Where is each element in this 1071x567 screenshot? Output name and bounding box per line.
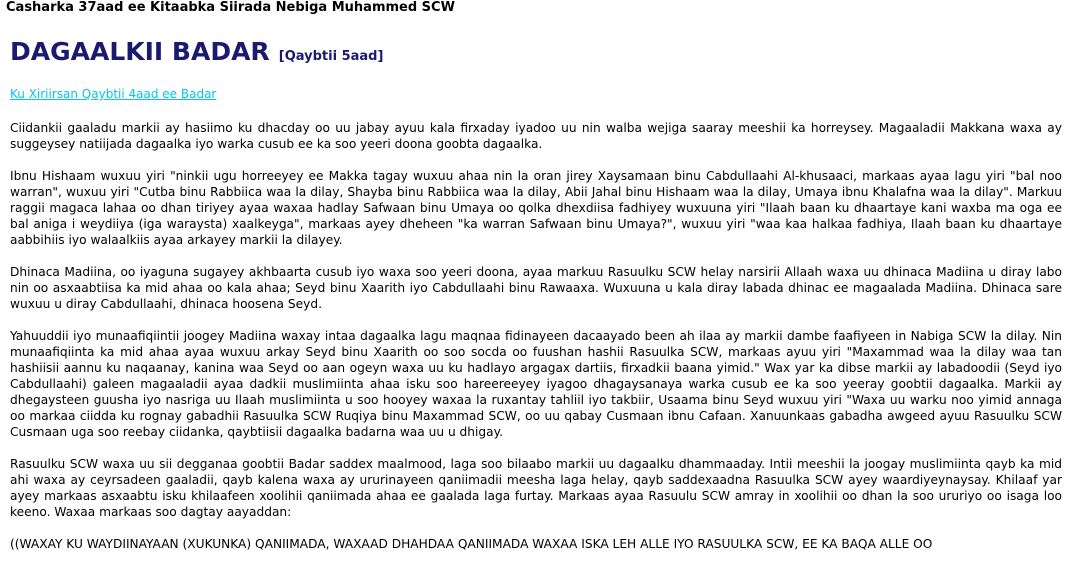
paragraph-5: Rasuulku SCW waxa uu sii degganaa goobtii Badar saddex maalmood, laga soo bilaabo markii uu dagaalku dhammaaday. Intii meeshii la joogay muslimiinta qayb ka mid ahi waxa ay ceyrsadeen gaaladii, qayb kalena waxa ay ururinayeen qaniimadii meesha laga helay, qayb saddexaadna Rasuulka SCW ayey waardiyeynaysay. Khilaaf yar ayey markaas asxaabtu isku khilaafeen xoolihii qaniimada ahaa ee gaalada laga furtay. Markaas ayaa Rasuulu SCW amray in xoolihii oo dhan la soo ururiyo oo isaga loo keeno. Waxaa markaas soo dagtay aayaddan: xyxy=(10,457,1062,519)
paragraph-1: Ciidankii gaaladu markii ay hasiimo ku dhacday oo uu jabay ayuu kala firxaday iyadoo uu nin walba wejiga saaray meeshii ka horreysey. Magaaladii Makkana waxa ay suggeysey natiijada dagaalka iyo warka cusub ee ka soo yeeri doona goobta dagaalka. xyxy=(10,121,1062,151)
paragraph-4: Yahuuddii iyo munaafiqiintii joogey Madiina waxay intaa dagaalka lagu maqnaa fidinayeen dacaayado been ah ilaa ay markii dambe faafiyeen in Nabiga SCW la dilay. Nin munaafiqiinta ka mid ahaa ayaa wuxuu arkay Seyd binu Xaarith oo soo socda oo fuushan hashii Rasuulka SCW, markaas ayuu yiri "Maxammad waa la dilay waa tan hashiisii aannu ku naqaanay, kanina waa Seyd oo aan ogeyn waxa uu ku hadlayo argagax dartiis, firxadkii baana yimid." Wax yar ka dibse markii ay labadoodii (Seyd iyo Cabdullaahi) galeen magaaladii ayaa dadkii muslimiinta ahaa isku soo hareereeyey iyagoo dhagaysanaya warka cusub ee ka soo yeeray goobtii dagaalka. Markii ay dhegaysteen guusha iyo nasriga uu Ilaah muslimiinta u soo hooyey waxaa la ruxantay tahliil iyo takbiir, Usaama binu Seyd wuxuu yiri "Waxa uu warku noo yimid annaga oo markaa ciidda ku rognay gabadhii Rasuulka SCW Ruqiya binu Maxammad SCW, oo uu qabay Cusmaan ibnu Cafaan. Xanuunkaas gabadha awgeed ayuu Rasuulku SCW Cusmaan uga soo reebay ciidanka, qaybtiisii dagaalka badarna waa uu u dhigay. xyxy=(10,329,1062,439)
article-heading xyxy=(10,36,383,68)
article-title: DAGAALKII BADAR xyxy=(10,37,270,66)
article-body xyxy=(10,120,1062,567)
lesson-title: Casharka 37aad ee Kitaabka Siirada Nebiga Muhammed SCW xyxy=(6,0,455,15)
previous-part-link[interactable]: Ku Xiriirsan Qaybtii 4aad ee Badar xyxy=(10,87,217,101)
paragraph-3: Dhinaca Madiina, oo iyaguna sugayey akhbaarta cusub iyo waxa soo yeeri doona, ayaa markuu Rasuulku SCW helay narsirii Allaah waxa uu dhinaca Madiina u diray labo nin oo asxaabtiisa ka mid ahaa oo kala ahaa; Seyd binu Xaarith iyo Cabdullaahi binu Rawaaxa. Wuxuuna u kala diray labada dhinac ee magaalada Madiina. Dhinaca sare wuxuu u diray Cabdullaahi, dhinaca hoosena Seyd. xyxy=(10,265,1062,311)
paragraph-2: Ibnu Hishaam wuxuu yiri "ninkii ugu horreeyey ee Makka tagay wuxuu ahaa nin la oran jirey Xaysamaan binu Cabdullaahi Al-khusaaci, markaas ayaa lagu yiri "bal noo warran", wuxuu yiri "Cutba binu Rabbiica waa la dilay, Shayba binu Rabbiica waa la dilay, Abii Jahal binu Hishaam waa la dilay, Umaya ibnu Khalafna waa la dilay". Markuu raggii magaca lahaa oo dhan tiriyey ayaa waxaa hadlay Safwaan binu Umaya oo qolka dhexdiisa fadhiyey wuxuuna yiri "Ilaah baan ku dhaartaye kani waxba ma oga ee bal aniga i weydiiya (iga waraysta) xaalkeyga", markaas ayey dheheen "ka warran Safwaan binu Umaya?", wuxuu yiri "waa kaa halkaa fadhiya, Ilaah baan ku dhaartaye aabbihiis iyo walaalkiis ayaa arkayey markii la dilayey. xyxy=(10,169,1062,247)
article-part-label: [Qaybtii 5aad] xyxy=(278,49,384,64)
paragraph-6-quran-verse: ((WAXAY KU WAYDIINAYAAN (XUKUNKA) QANIIMADA, WAXAAD DHAHDAA QANIIMADA WAXAA ISKA LEH ALLE IYO RASUULKA SCW, EE KA BAQA ALLE OO xyxy=(10,537,933,551)
